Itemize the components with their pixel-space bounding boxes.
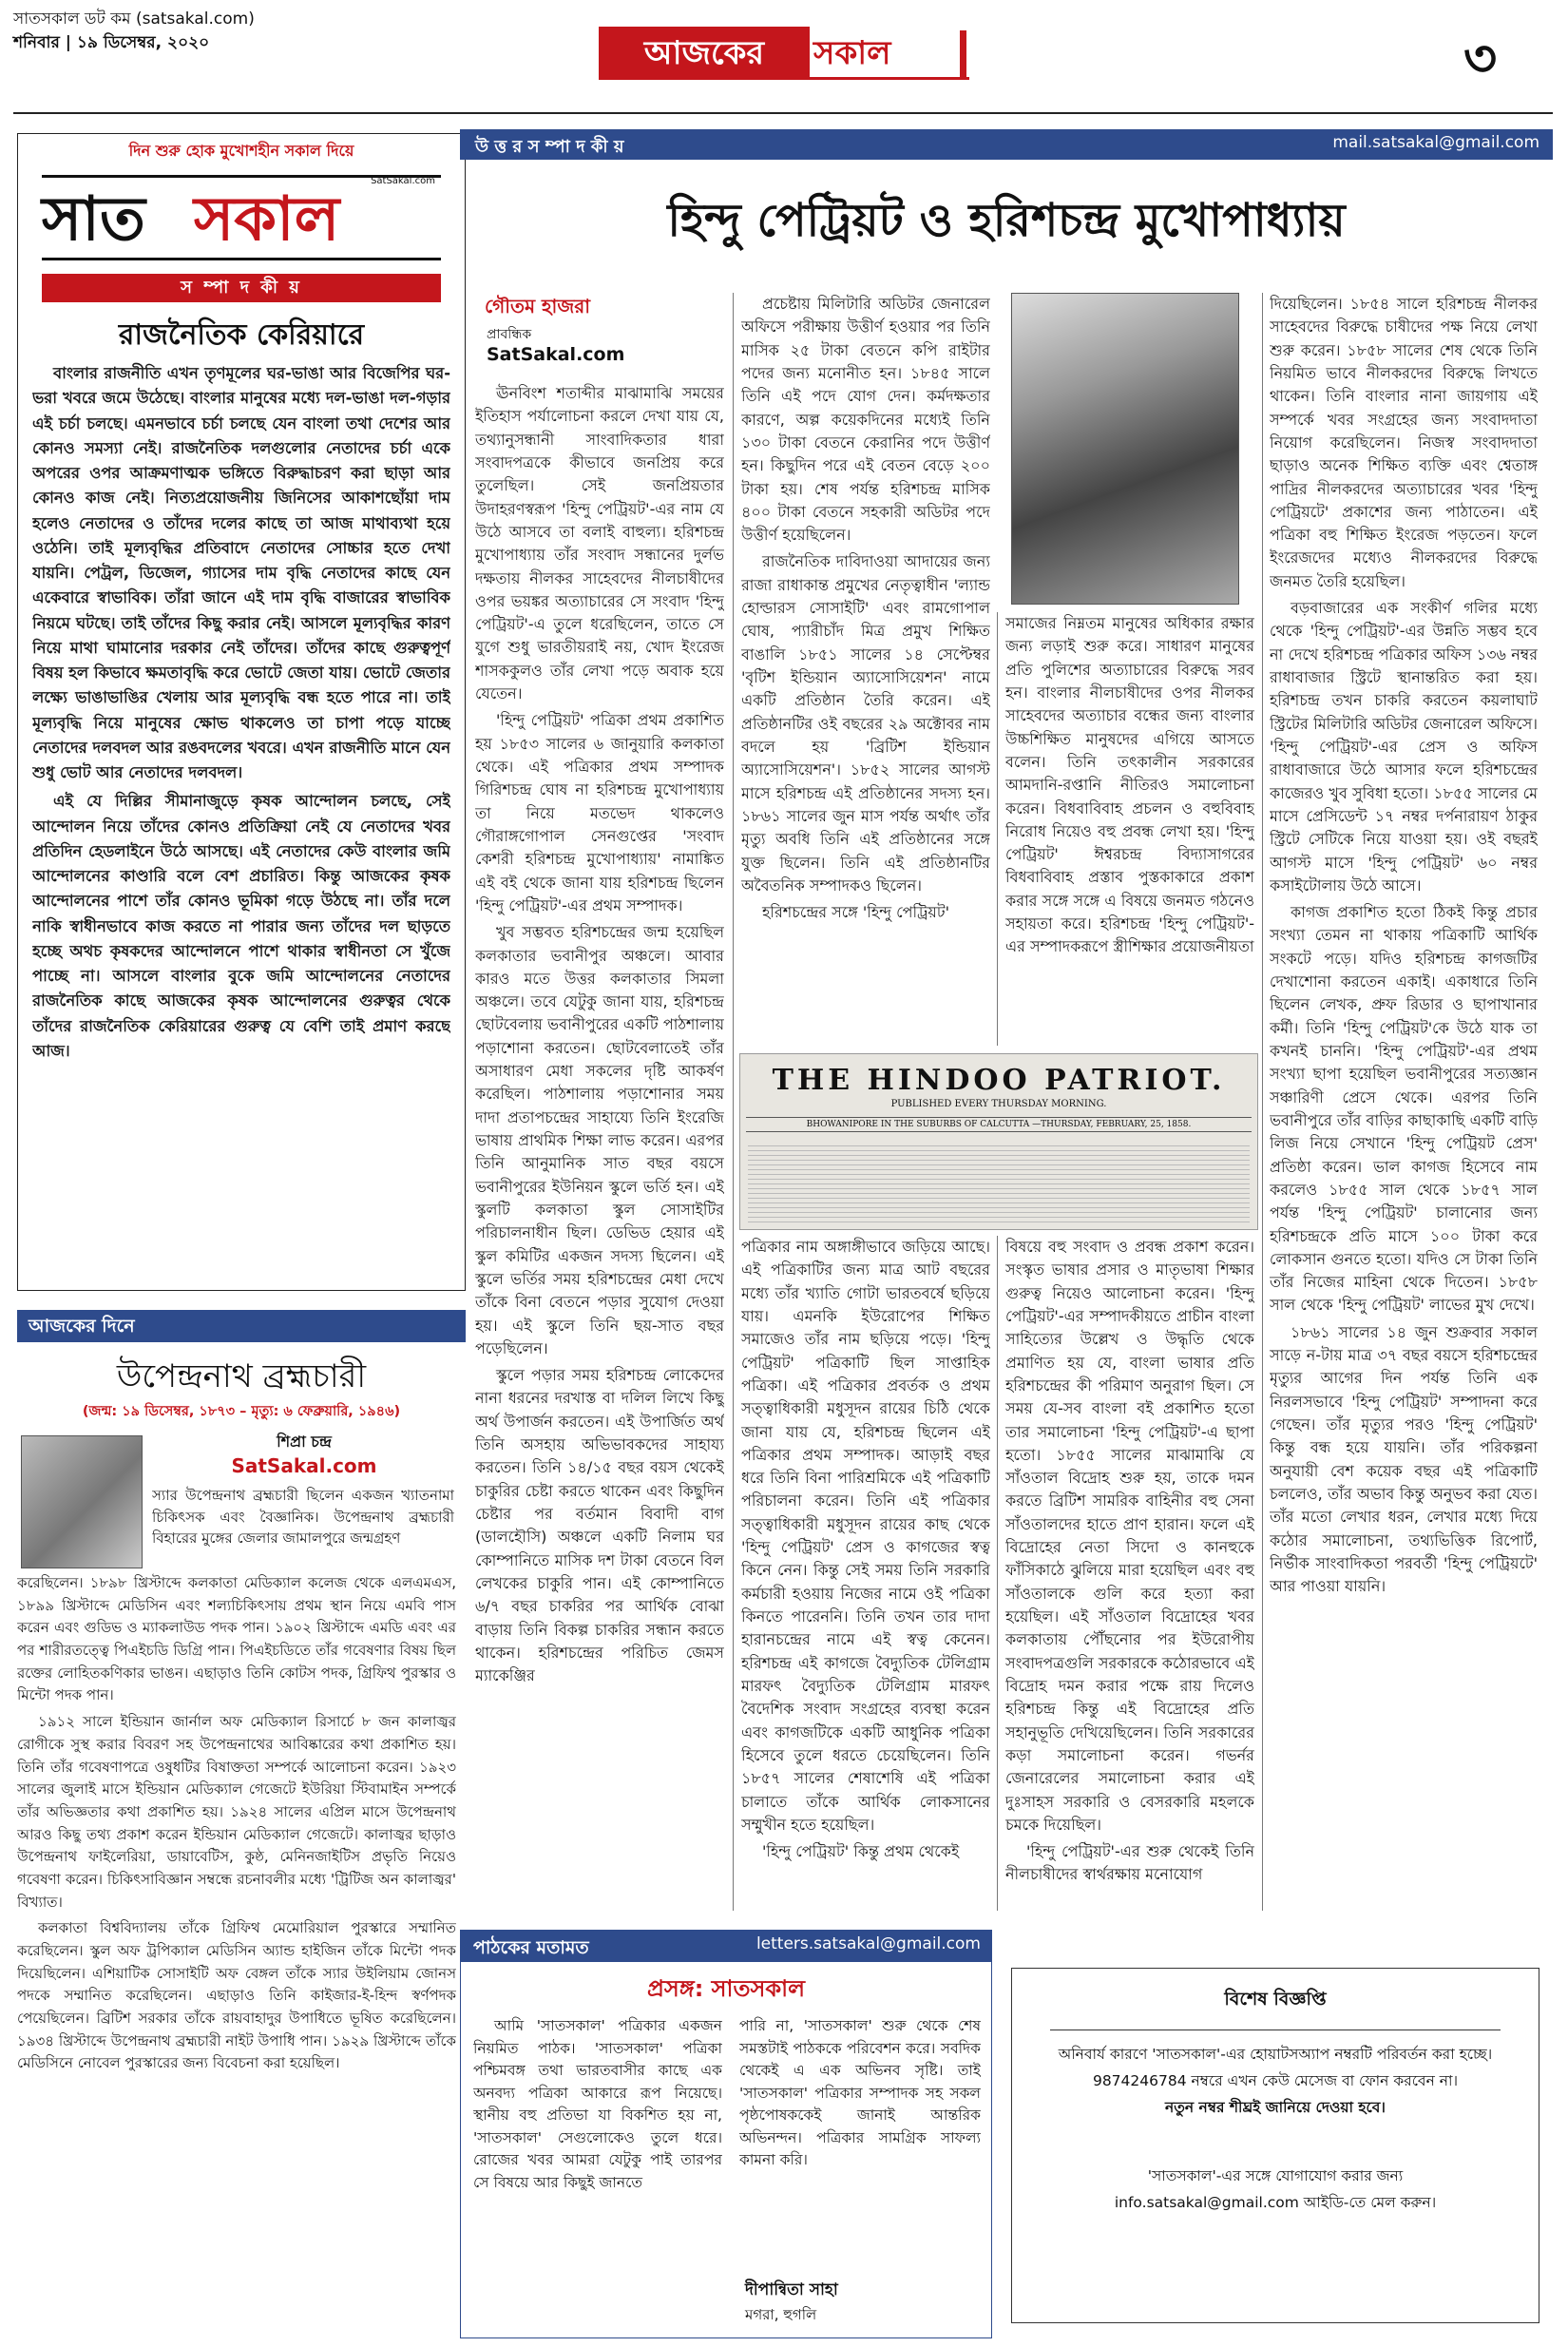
article-paragraph: হরিশচন্দ্রের সঙ্গে 'হিন্দু পেট্রিয়ট': [762, 903, 949, 922]
upendranath-portrait: [21, 1435, 143, 1568]
article-site: SatSakal.com: [487, 344, 625, 365]
uttar-email: mail.satsakal@gmail.com: [1332, 133, 1539, 152]
ajker-dine-intro: স্যার উপেন্দ্রনাথ ব্রহ্মচারী ছিলেন একজন খ্যাতনামা চিকিৎসক এবং বৈজ্ঞানিক। উপেন্দ্রনাথ ব্রহ্মচারী বিহারের মুঙ্গের জেলার জামালপুরে জন্মগ্রহণ: [152, 1487, 454, 1547]
editorial-section-label: স ম্পা দ কী য়: [42, 274, 441, 302]
ajker-dine-label: আজকের দিনে: [17, 1310, 466, 1342]
hindoo-patriot-clipping: [739, 1053, 1258, 1230]
logo-part1: সাত: [42, 184, 145, 255]
article-paragraph: কাগজ প্রকাশিত হতো ঠিকই কিন্তু প্রচার সংখ্যা তেমন না থাকায় পত্রিকাটি আর্থিক সংকটে পড়ে। যদিও হরিশচন্দ্র কাগজটির দেখাশোনা করতেন একাই। একাধারে তিনি ছিলেন লেখক, প্রুফ রিডার ও ছাপাখানার কর্মী। তিনি 'হিন্দু পেট্রিয়ট'কে উঠে যাক তা কখনই চাননি। 'হিন্দু পেট্রিয়ট'-এর প্রথম সংখ্যা ছাপা হয়েছিল ভবানীপুরের সত্যজ্ঞান সঞ্চারিণী প্রেসে থেকে। এরপর তিনি ভবানীপুরে তাঁর বাড়ির কাছাকাছি একটি বাড়ি লিজ নিয়ে সেখানে 'হিন্দু পেট্রিয়ট প্রেস' প্রতিষ্ঠা করেন। ভাল কাগজ হিসেবে নাম করলেও ১৮৫৫ সাল থেকে ১৮৫৭ সাল পর্যন্ত 'হিন্দু পেট্রিয়ট' চালানোর জন্য হরিশচন্দ্রকে প্রতি মাসে ১০০ টাকা করে লোকসান গুনতে হতো। যদিও সে টাকা তিনি তাঁর নিজের মাহিনা থেকে দিতেন। ১৮৫৮ সাল থেকে 'হিন্দু পেট্রিয়ট' লাভের মুখ দেখে।: [1270, 903, 1538, 1315]
letter-place: মগরা, হুগলি: [745, 2306, 817, 2323]
page-number: ৩: [1463, 29, 1498, 88]
article-paragraph: ঊনবিংশ শতাব্দীর মাঝামাঝি সময়ের ইতিহাস পর্যালোচনা করলে দেখা যায় যে, তথ্যানুসন্ধানী সাংবাদিকতার ধারা সংবাদপত্রকে কীভাবে জনপ্রিয় করে তুলেছিল। সেই জনপ্রিয়তার উদাহরণস্বরূপ 'হিন্দু পেট্রিয়ট'-এর নাম যে উঠে আসবে তা বলাই বাহুল্য। হরিশচন্দ্র মুখোপাধ্যায় তাঁর সংবাদ সন্ধানের দুর্লভ দক্ষতায় নীলকর সাহেবদের নীলচাষীদের ওপর ভয়ঙ্কর অত্যাচারের সে সংবাদ 'হিন্দু পেট্রিয়ট'-এ তুলে ধরেছিলেন, তাতে সে যুগে শুধু ভারতীয়রাই নয়, খোদ ইংরেজ শাসককুলও তাঁর লেখা পড়ে অবাক হয়ে যেতেন।: [475, 384, 724, 703]
ajker-dine-paragraph: ১৯১২ সালে ইন্ডিয়ান জার্নাল অফ মেডিক্যাল রিসার্চে ৮ জন কালাজ্বর রোগীকে সুস্থ করার বিবরণ সহ উপেন্দ্রনাথের আবিষ্কারের কথা প্রকাশিত হয়। তিনি তাঁর গবেষণাপত্রে ওষুধটির বিষাক্ততা সম্পর্কে আলোচনা করেন। ১৯২৩ সালের জুলাই মাসে ইন্ডিয়ান মেডিক্যাল গেজেটে ইউরিয়া স্টিবামাইন সম্পর্কে তাঁর অভিজ্ঞতার কথা প্রকাশিত হয়। ১৯২৪ সালের এপ্রিল মাসে উপেন্দ্রনাথ আরও কিছু তথ্য প্রকাশ করেন ইন্ডিয়ান মেডিক্যাল গেজেটে। কালাজ্বর ছাড়াও উপেন্দ্রনাথ ফাইলেরিয়া, ডায়াবেটিস, কুষ্ঠ, মেনিনজাইটিস প্রভৃতি নিয়েও গবেষণা করেন। চিকিৎসাবিজ্ঞান সম্বন্ধে রচনাবলীর মধ্যে 'ট্রিটিজ অন কালাজ্বর' বিখ্যাত।: [17, 1713, 456, 1911]
ajker-dine-dates: (জন্ম: ১৯ ডিসেম্বর, ১৮৭৩ – মৃত্যু: ৬ ফেব্রুয়ারি, ১৯৪৬): [82, 1404, 401, 1419]
editorial-paragraph: বাংলার রাজনীতি এখন তৃণমূলের ঘর-ভাঙা আর বিজেপির ঘর-ভরা খবরে জমে উঠেছে। বাংলার মানুষের মধ্যে দল-ভাঙা দল-গড়ার এই চর্চা চলছে। এমনভাবে চর্চা চলছে যেন বাংলা তথা দেশের আর কোনও সমস্যা নেই। রাজনৈতিক দলগুলোর নেতাদের চর্চা একে অপরের ওপর আক্রমণাত্মক ভঙ্গিতে বিরুদ্ধাচরণ করা ছাড়া আর কোনও কাজ নেই। নিত্যপ্রয়োজনীয় জিনিসের আকাশছোঁয়া দাম হলেও নেতাদের ও তাঁদের দলের কাছে তা আজ মাথাব্যথা হয়ে ওঠেনি। তাই মূল্যবৃদ্ধির প্রতিবাদে নেতাদের সোচ্চার হতে দেখা যায়নি। পেট্রল, ডিজেল, গ্যাসের দাম বৃদ্ধি নেতাদের কাছে যেন একেবারে স্বাভাবিক। তাঁরা জানে এই দাম বৃদ্ধি বাজারের স্বাভাবিক নিয়মে ঘটছে। তাই তাঁদের কিছু করার নেই। আসলে মূল্যবৃদ্ধির কারণ নিয়ে মাথা ঘামানোর দরকার নেই তাঁদের। তাঁদের কাছে গুরুত্বপূর্ণ বিষয় হল কিভাবে ক্ষমতাবৃদ্ধি করে ভোটে জেতা যায়। ভোটে জেতার লক্ষ্যে ভাঙাভাঙির খেলায় আর মূল্যবৃদ্ধি বন্ধ হতে পারে না। তাই মূল্যবৃদ্ধি নিয়ে মানুষের ক্ষোভ থাকলেও তা চাপা পড়ে যাচ্ছে নেতাদের দলবদল আর রঙবদলের খবরে। এখন রাজনীতি মানে যেন শুধু ভোট আর নেতাদের দলবদল।: [32, 364, 450, 781]
editorial-title: রাজনৈতিক কেরিয়ারে: [118, 318, 365, 352]
editorial-body: [32, 361, 450, 1283]
article-paragraph: 'হিন্দু পেট্রিয়ট' পত্রিকা প্রথম প্রকাশিত হয় ১৮৫৩ সালের ৬ জানুয়ারি কলকাতা থেকে। এই পত্রিকার প্রথম সম্পাদক গিরিশচন্দ্র ঘোষ না হরিশচন্দ্র মুখোপাধ্যায় তা নিয়ে মতভেদ থাকলেও গৌরাঙ্গগোপাল সেনগুপ্তের 'সংবাদ কেশরী হরিশচন্দ্র মুখোপাধ্যায়' নামাঙ্কিত এই বই থেকে জানা যায় হরিশচন্দ্র ছিলেন 'হিন্দু পেট্রিয়ট'-এর প্রথম সম্পাদক।: [475, 711, 724, 914]
letter-writer: দীপান্বিতা সাহা: [745, 2280, 838, 2299]
article-paragraph: ১৮৬১ সালের ১৪ জুন শুক্রবার সকাল সাড়ে ন-টায় মাত্র ৩৭ বছর বয়সে হরিশচন্দ্রের মৃত্যুর আগের দিন পর্যন্ত তিনি এক নিরলসভাবে 'হিন্দু পেট্রিয়ট' সম্পাদনা করে গেছেন। তাঁর মৃত্যুর পরও 'হিন্দু পেট্রিয়ট' কিন্তু বন্ধ হয়ে যায়নি। তাঁর পরিকল্পনা অনুযায়ী বেশ কয়েক বছর এই পত্রিকাটি চললেও, তাঁর অভাব কিন্তু অনুভব করা যেত। তাঁর মতো লেখার ধরন, লেখার মধ্যে দিয়ে কঠোর সমালোচনা, তথ্যভিত্তিক রিপোর্ট, নির্ভীক সাংবাদিকতা পরবর্তী 'হিন্দু পেট্রিয়টে' আর পাওয়া যায়নি।: [1270, 1322, 1538, 1596]
col-divider: [997, 612, 998, 1046]
notice-line3: নতুন নম্বর শীঘ্রই জানিয়ে দেওয়া হবে।: [1165, 2098, 1386, 2116]
notice-title: বিশেষ বিজ্ঞপ্তি: [1224, 1989, 1327, 2010]
article-paragraph: 'হিন্দু পেট্রিয়ট' কিন্তু প্রথম থেকেই: [762, 1842, 960, 1861]
article-col-2a: [741, 293, 990, 1049]
article-title: হিন্দু পেট্রিয়ট ও হরিশচন্দ্র মুখোপাধ্যায়: [667, 194, 1346, 247]
clipping-dateline: BHOWANIPORE IN THE SUBURBS OF CALCUTTA —THURSDAY, FEBRUARY, 25, 1858.: [746, 1117, 1252, 1132]
editorial-paragraph: এই যে দিল্লির সীমানাজুড়ে কৃষক আন্দোলন চলছে, সেই আন্দোলন নিয়ে তাঁদের কোনও প্রতিক্রিয়া নেই যে নেতাদের খবর প্রতিদিন হেডলাইনে উঠে আসছে। এই নেতাদের কেউ বাংলার জমি আন্দোলনের কাণ্ডারি বলে বেশ প্রচারিত। কিন্তু আজকের কৃষক আন্দোলনের পাশে তাঁর কোনও ভূমিকা গড়ে উঠছে না। তাঁর দলে নাকি স্বাধীনভাবে কাজ করতে না পারার জন্য তাঁদের দল ছাড়তে হচ্ছে অথচ কৃষকদের আন্দোলনে পাশে থাকার স্বাধীনতা সে খুঁজে পাচ্ছে না। আসলে বাংলার বুকে জমি আন্দোলনের নেতাদের রাজনৈতিক কাছে আজকের কৃষক আন্দোলনের গুরুত্বর থেকে তাঁদের রাজনৈতিক কেরিয়ারের গুরুত্ব যে বেশি তাই প্রমাণ করছে আজ।: [32, 792, 450, 1060]
article-paragraph: স্কুলে পড়ার সময় হরিশচন্দ্র লোকেদের নানা ধরনের দরখাস্ত বা দলিল লিখে কিছু অর্থ উপার্জন করতেন। এই উপার্জিত অর্থ তিনি অসহায় অভিভাবকদের সাহায্য করতেন। তিনি ১৪/১৫ বছর বয়স থেকেই চাকুরির চেষ্টা করতে থাকেন এবং কিছুদিন চেষ্টার পর বর্তমান বিবাদী বাগ (ডালহৌসি) অঞ্চলে একটি নিলাম ঘর কোম্পানিতে মাসিক দশ টাকা বেতনে বিল লেখকের চাকুরি পান। এই কোম্পানিতে ৬/৭ বছর চাকরির পর আর্থিক বোঝা বাড়ায় তিনি বিকল্প চাকরির সন্ধান করতে থাকেন। হরিশচন্দ্রের পরিচিত জেমস ম্যাকেঞ্জির: [475, 1366, 724, 1685]
notice-line1: অনিবার্য কারণে 'সাতসকাল'-এর হোয়াটসঅ্যাপ নম্বরটি পরিবর্তন করা হচ্ছে।: [1058, 2046, 1493, 2063]
notice-line4: 'সাতসকাল'-এর সঙ্গে যোগাযোগ করার জন্য: [1147, 2166, 1404, 2184]
article-paragraph: বড়বাজারের এক সংকীর্ণ গলির মধ্যে থেকে 'হিন্দু পেট্রিয়ট'-এর উন্নতি সম্ভব হবে না দেখে হরিশচন্দ্র পত্রিকার অফিস ১৩৬ নম্বর রাধাবাজার স্ট্রিটে স্থানান্তরিত করা হয়। হরিশচন্দ্র তখন চাকরি করতেন কয়লাঘাট স্ট্রিটের মিলিটারি অডিটর জেনারেল অফিসে। 'হিন্দু পেট্রিয়ট'-এর প্রেস ও অফিস রাধাবাজারে উঠে আসার ফলে হরিশচন্দ্রের কাজেরও খুব সুবিধা হতো। ১৮৫৫ সালের মে মাসে প্রেসিডেন্ট ১৭ নম্বর দর্পনারায়ণ ঠাকুর স্ট্রিটে সেটিকে নিয়ে যাওয়া হয়। ওই বছরই আগস্ট মাসে 'হিন্দু পেট্রিয়ট' ৬০ নম্বর কসাইটোলায় উঠে আসে।: [1270, 599, 1538, 895]
masthead: [599, 27, 969, 80]
ajker-dine-author: শিপ্রা চন্দ্র: [277, 1433, 332, 1451]
letters-label: পাঠকের মতামত: [473, 1937, 589, 1958]
letter-col-1: আমি 'সাতসকাল' পত্রিকার একজন নিয়মিত পাঠক। 'সাতসকাল' পত্রিকা পশ্চিমবঙ্গ তথা ভারতবাসীর কাছে এক অনবদ্য পত্রিকা আকারে রূপ নিয়েছে। স্থানীয় বহু প্রতিভা যা বিকশিত হয় না, 'সাতসকাল' সেগুলোকেও তুলে ধরে। রোজের খবর আমরা যেটুকু পাই তারপর সে বিষয়ে আর কিছুই জানতে: [473, 2017, 722, 2191]
special-notice: [1011, 1968, 1539, 2323]
article-paragraph: দিয়েছিলেন। ১৮৫৪ সালে হরিশচন্দ্র নীলকর সাহেবদের বিরুদ্ধে চাষীদের পক্ষ নিয়ে লেখা শুরু করেন। ১৮৫৮ সালের শেষ থেকে তিনি নিয়মিত ভাবে নীলকরদের বিরুদ্ধে লিখতে থাকেন। তিনি বাংলার নানা জায়গায় এই সম্পর্কে খবর সংগ্রহের জন্য সংবাদদাতা নিয়োগ করেছিলেন। নিজস্ব সংবাদদাতা ছাড়াও অনেক শিক্ষিত ব্যক্তি এবং শ্বেতাঙ্গ পাদ্রির নীলকরদের অত্যাচারের খবর 'হিন্দু পেট্রিয়টে' প্রকাশের জন্য পাঠাতেন। এই পত্রিকা বহু শিক্ষিত ইংরেজ পড়তেন। ফলে ইংরেজদের মধ্যেও নীলকরদের বিরুদ্ধে জনমত তৈরি হয়েছিল।: [1270, 295, 1538, 590]
editorial-tagline: দিন শুরু হোক মুখোশহীন সকাল দিয়ে: [128, 142, 354, 160]
letters-subject: প্রসঙ্গ: সাতসকাল: [647, 1975, 805, 2002]
col-divider: [997, 1236, 998, 1911]
ajker-dine-paragraph: কলকাতা বিশ্ববিদ্যালয় তাঁকে গ্রিফিথ মেমোরিয়াল পুরস্কারে সম্মানিত করেছিলেন। স্কুল অফ ট্রপিক্যাল মেডিসিন অ্যান্ড হাইজিন তাঁকে মিন্টো পদক দিয়েছিলেন। এশিয়াটিক সোসাইটি অফ বেঙ্গল তাঁকে স্যার উইলিয়াম জোনস পদকে সম্মানিত করেছিলেন। এছাড়াও তিনি কাইজার-ই-হিন্দ স্বর্ণপদক পেয়েছিলেন। ব্রিটিশ সরকার তাঁকে রায়বাহাদুর উপাধিতে ভূষিত করেছিলেন। ১৯৩৪ খ্রিস্টাব্দে উপেন্দ্রনাথ ব্রহ্মচারী নাইট উপাধি পান। ১৯২৯ খ্রিস্টাব্দে তাঁকে মেডিসিনে নোবেল পুরস্কারের জন্য বিবেচনা করা হয়েছিল।: [17, 1919, 456, 2072]
article-author-role: প্রাবন্ধিক: [487, 327, 532, 342]
logo-part2: সকাল: [194, 184, 340, 255]
ajker-dine-name: উপেন্দ্রনাথ ব্রহ্মচারী: [116, 1357, 367, 1395]
header-rule: [13, 112, 1553, 114]
clipping-masthead: THE HINDOO PATRIOT.: [772, 1064, 1226, 1097]
col-divider: [733, 293, 734, 1911]
harishchandra-portrait: [1011, 293, 1239, 605]
article-paragraph: সমাজের নিম্নতম মানুষের অধিকার রক্ষার জন্য লড়াই শুরু করে। সাধারণ মানুষের প্রতি পুলিশের অত্যাচারের বিরুদ্ধে সরব হন। বাংলার নীলচাষীদের ওপর নীলকর সাহেবদের অত্যাচার বন্ধের জন্য বাংলার উচ্চশিক্ষিত মানুষদের এগিয়ে আসতে বলেন। তিনি তৎকালীন সরকারের আমদানি-রপ্তানি নীতিরও সমালোচনা করেন। বিধবাবিবাহ প্রচলন ও বহুবিবাহ নিরোধ নিয়েও বহু প্রবন্ধ লেখা হয়। 'হিন্দু পেট্রিয়ট' ঈশ্বরচন্দ্র বিদ্যাসাগরের বিধবাবিবাহ প্রস্তাব পুস্তকাকারে প্রকাশ করার সঙ্গে সঙ্গে এ বিষয়ে জনমত গঠনেও সহায়তা করে। হরিশচন্দ্র 'হিন্দু পেট্রিয়ট'-এর সম্পাদকরূপে স্ত্রীশিক্ষার প্রয়োজনীয়তা: [1005, 614, 1254, 956]
article-paragraph: প্রচেষ্টায় মিলিটারি অডিটর জেনারেল অফিসে পরীক্ষায় উত্তীর্ণ হওয়ার পর তিনি মাসিক ২৫ টাকা বেতনে কপি রাইটার পদের জন্য মনোনীত হন। ১৮৪৫ সালে তিনি এই পদে যোগ দেন। কর্মদক্ষতার কারণে, অল্প কয়েকদিনের মধ্যেই তিনি ১৩০ টাকা বেতনে কেরানির পদে উত্তীর্ণ হন। কিছুদিন পরে এই বেতন বেড়ে ২০০ টাকা হয়। শেষ পর্যন্ত হরিশচন্দ্র মাসিক ৪০০ টাকা বেতনে সহকারী অডিটর পদে উত্তীর্ণ হয়েছিলেন।: [741, 295, 990, 545]
notice-line5: info.satsakal@gmail.com আইডি-তে মেল করুন।: [1114, 2193, 1437, 2211]
satsakal-logo: [42, 175, 441, 260]
page-header-info: [13, 8, 255, 54]
masthead-part1: আজকের: [599, 27, 810, 80]
masthead-bar: [960, 30, 966, 78]
clipping-sub: PUBLISHED EVERY THURSDAY MORNING.: [890, 1099, 1107, 1109]
article-col-1: [475, 382, 724, 1913]
article-paragraph: বিষয়ে বহু সংবাদ ও প্রবন্ধ প্রকাশ করেন। সংস্কৃত ভাষার প্রসার ও মাতৃভাষা শিক্ষার গুরুত্ব নিয়েও আলোচনা করেন। 'হিন্দু পেট্রিয়ট'-এর সম্পাদকীয়তে প্রাচীন বাংলা সাহিত্যের উল্লেখ ও উদ্ধৃতি থেকে প্রমাণিত হয় যে, বাংলা ভাষার প্রতি হরিশচন্দ্রের কী পরিমাণ অনুরাগ ছিল। সে সময় যে-সব বাংলা বই প্রকাশিত হতো তার সমালোচনা 'হিন্দু পেট্রিয়ট'-এ ছাপা হতো। ১৮৫৫ সালের মাঝামাঝি যে সাঁওতাল বিদ্রোহ শুরু হয়, তাকে দমন করতে ব্রিটিশ সামরিক বাহিনীর বহু সেনা সাঁওতালদের হাতে প্রাণ হারান। ফলে এই বিদ্রোহের নেতা সিদো ও কানহুকে ফাঁসিকাঠে ঝুলিয়ে মারা হয়েছিল এবং বহু সাঁওতালকে গুলি করে হত্যা করা হয়েছিল। এই সাঁওতাল বিদ্রোহের খবর কলকাতায় পৌঁছনোর পর ইউরোপীয় সংবাদপত্রগুলি সরকারকে কঠোরভাবে এই বিদ্রোহ দমন করার পক্ষে রায় দিলেও হরিশচন্দ্র কিন্তু এই বিদ্রোহের প্রতি সহানুভূতি দেখিয়েছিলেন। তিনি সরকারের কড়া সমালোচনা করেন। গভর্নর জেনারেলের সমালোচনা করার এই দুঃসাহস সরকারি ও বেসরকারি মহলকে চমকে দিয়েছিল।: [1005, 1238, 1254, 1834]
col-divider: [1262, 293, 1263, 1911]
uttar-section-label: উ ত্ত র স ম্পা দ কী য়: [475, 137, 624, 157]
article-author: গৌতম হাজরা: [485, 295, 591, 317]
ajker-dine-body: [17, 1572, 456, 2337]
letters-bar: [460, 1930, 992, 1962]
logo-url: SatSakal.com: [371, 176, 435, 186]
article-col-3b: [1005, 1236, 1254, 1913]
clipping-text-texture: [748, 1145, 1250, 1223]
article-paragraph: 'হিন্দু পেট্রিয়ট'-এর শুরু থেকেই তিনি নীলচাষীদের স্বার্থরক্ষায় মনোযোগ: [1005, 1842, 1254, 1884]
site-label: সাতসকাল ডট কম (satsakal.com): [13, 10, 255, 29]
letter-col-2: পারি না, 'সাতসকাল' শুরু থেকে শেষ সমস্তটাই পাঠককে পরিবেশন করে। সবদিক থেকেই এ এক অভিনব সৃষ্টি। তাই 'সাতসকাল' পত্রিকার সম্পাদক সহ সকল পৃষ্ঠপোষককেই জানাই আন্তরিক অভিনন্দন। পত্রিকার সামগ্রিক সাফল্য কামনা করি।: [739, 2017, 981, 2169]
notice-line2: 9874246784 নম্বরে এখন কেউ মেসেজ বা ফোন করবেন না।: [1092, 2071, 1459, 2089]
uttar-sampadakiya-bar: [460, 129, 1553, 160]
masthead-part2: সকাল: [813, 34, 891, 72]
article-paragraph: রাজনৈতিক দাবিদাওয়া আদায়ের জন্য রাজা রাধাকান্ত প্রমুখের নেতৃত্বাধীন 'ল্যান্ড হোল্ডারস সোসাইটি' এবং রামগোপাল ঘোষ, প্যারীচাঁদ মিত্র প্রমুখ শিক্ষিত বাঙালি ১৮৫১ সালের ১৪ সেপ্টেম্বর 'বৃটিশ ইন্ডিয়ান অ্যাসোসিয়েশন' নামে একটি প্রতিষ্ঠান তৈরি করেন। এই প্রতিষ্ঠানটির ওই বছরের ২৯ অক্টোবর নাম বদলে হয় 'ব্রিটিশ ইন্ডিয়ান অ্যাসোসিয়েশন'। ১৮৫২ সালের আগস্ট মাসে হরিশচন্দ্র এই প্রতিষ্ঠানের সদস্য হন। ১৮৬১ সালের জুন মাস পর্যন্ত অর্থাৎ তাঁর মৃত্যু অবধি তিনি এই প্রতিষ্ঠানের সঙ্গে যুক্ত ছিলেন। তিনি এই প্রতিষ্ঠানটির অবৈতনিক সম্পাদকও ছিলেন।: [741, 552, 990, 895]
date-label: শনিবার | ১৯ ডিসেম্বর, ২০২০: [13, 32, 210, 52]
article-paragraph: পত্রিকার নাম অঙ্গাঙ্গীভাবে জড়িয়ে আছে। এই পত্রিকাটির জন্য মাত্র আট বছরের মধ্যে তাঁর খ্যাতি গোটা ভারতবর্ষে ছড়িয়ে যায়। এমনকি ইউরোপের শিক্ষিত সমাজেও তাঁর নাম ছড়িয়ে পড়ে। 'হিন্দু পেট্রিয়ট' পত্রিকাটি ছিল সাপ্তাহিক পত্রিকা। এই পত্রিকার প্রবর্তক ও প্রথম সত্ত্বাধিকারী মধুসূদন রায়ের চিঠি থেকে জানা যায় যে, হরিশচন্দ্র ছিলেন এই পত্রিকার প্রথম সম্পাদক। আড়াই বছর ধরে তিনি বিনা পারিশ্রমিকে এই পত্রিকাটি পরিচালনা করেন। তিনি এই পত্রিকার সত্ত্বাধিকারী মধুসূদন রায়ের কাছ থেকে 'হিন্দু পেট্রিয়ট' প্রেস ও কাগজের স্বত্ব কিনে নেন। কিন্তু সেই সময় তিনি সরকারি কর্মচারী হওয়ায় নিজের নামে ওই পত্রিকা কিনতে পারেননি। তিনি তখন তার দাদা হারানচন্দ্রের নামে এই স্বত্ব কেনেন। হরিশচন্দ্র এই কাগজে বৈদ্যুতিক টেলিগ্রাম মারফৎ বৈদ্যুতিক টেলিগ্রাম মারফৎ বৈদেশিক সংবাদ সংগ্রহের ব্যবস্থা করেন এবং কাগজটিকে একটি আধুনিক পত্রিকা হিসেবে তুলে ধরতে চেয়েছিলেন। তিনি ১৮৫৭ সালের শেষাশেষি এই পত্রিকা চালাতে তাঁকে আর্থিক লোকসানের সম্মুখীন হতে হয়েছিল।: [741, 1238, 990, 1834]
article-paragraph: খুব সম্ভবত হরিশচন্দ্রের জন্ম হয়েছিল কলকাতার ভবানীপুর অঞ্চলে। আবার কারও মতে উত্তর কলকাতার সিমলা অঞ্চলে। তবে যেটুকু জানা যায়, হরিশচন্দ্র ছোটবেলায় ভবানীপুরের একটি পাঠশালায় পড়াশোনা করতেন। ছোটবেলাতেই তাঁর অসাধারণ মেধা সকলের দৃষ্টি আকর্ষণ করেছিল। পাঠশালায় পড়াশোনার সময় দাদা প্রতাপচন্দ্রের সাহায্যে তিনি ইংরেজি ভাষায় প্রাথমিক শিক্ষা লাভ করেন। এরপর তিনি আনুমানিক সাত বছর বয়সে ভবানীপুরের ইউনিয়ন স্কুলে ভর্তি হন। এই স্কুলটি কলকাতা স্কুল সোসাইটির পরিচালনাধীন ছিল। ডেভিড হেয়ার এই স্কুল কমিটির একজন সদস্য ছিলেন। এই স্কুলে ভর্তির সময় হরিশচন্দ্রের মেধা দেখে তাঁকে বিনা বেতনে পড়ার সুযোগ দেওয়া হয়। এই স্কুলে তিনি ছয়-সাত বছর পড়েছিলেন।: [475, 923, 724, 1357]
letters-email: letters.satsakal@gmail.com: [755, 1934, 981, 1953]
ajker-dine-paragraph: করেছিলেন। ১৮৯৮ খ্রিস্টাব্দে কলকাতা মেডিক্যাল কলেজ থেকে এলএমএস, ১৮৯৯ খ্রিস্টাব্দে মেডিসিন এবং শল্যচিকিৎসায় প্রথম স্থান নিয়ে এমবি পাস করেন এবং গুডিভ ও ম্যাকলাউড পদক পান। ১৯০২ খ্রিস্টাব্দে এমডি এবং এর পর শারীরতত্ত্বে পিএইচডি ডিগ্রি পান। পিএইচডিতে তাঁর গবেষণার বিষয় ছিল রক্তের লোহিতকণিকার ভাঙন। এছাড়াও তিনি কোটস পদক, গ্রিফিথ পুরস্কার ও মিন্টো পদক পান।: [17, 1574, 456, 1704]
article-col-4: [1270, 293, 1538, 1913]
ajker-dine-site: SatSakal.com: [231, 1454, 377, 1477]
article-col-2b: [741, 1236, 990, 1913]
article-col-3a: [1005, 612, 1254, 1040]
